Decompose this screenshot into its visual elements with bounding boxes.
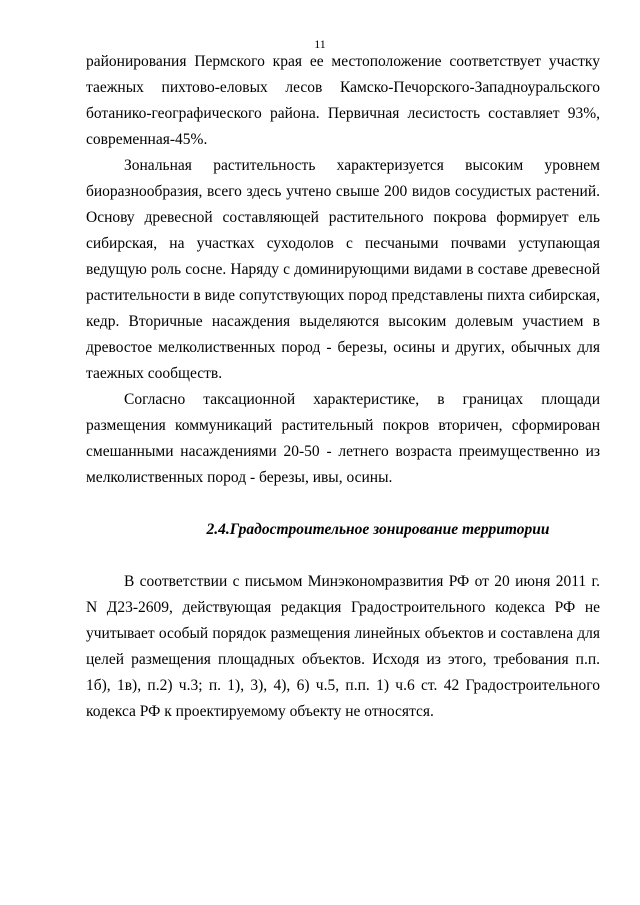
paragraph-vegetation-zone: районирования Пермского края ее местоположение соответствует участку таежных пихтово-еловых лесов Камско-Печорского-Западноуральского ботанико-географического района. Первичная лесистость составляет 93%, современная-45%. bbox=[86, 53, 600, 148]
paragraph-urban-zoning: В соответствии с письмом Минэкономразвития РФ от 20 июня 2011 г. N Д23-2609, действующая редакция Градостроительного кодекса РФ не учитывает особый порядок размещения линейных объектов и составлена для целей размещения площадных объектов. Исходя из этого, требования п.п. 1б), 1в), п.2) ч.3; п. 1), 3), 4), 6) ч.5, п.п. 1) ч.6 ст. 42 Градостроительного кодекса РФ к проектируемому объекту не относятся. bbox=[86, 573, 600, 720]
document-body bbox=[86, 49, 600, 725]
paragraph-zonal-vegetation: Зональная растительность характеризуется высоким уровнем биоразнообразия, всего здесь учтено свыше 200 видов сосудистых растений. Основу древесной составляющей растительного покрова формирует ель сибирская, на участках суходолов с песчаными почвами уступающая ведущую роль сосне. Наряду с доминирующими видами в составе древесной растительности в виде сопутствующих пород представлены пихта сибирская, кедр. Вторичные насаждения выделяются высоким долевым участием в древостое мелколиственных пород - березы, осины и других, обычных для таежных сообществ. bbox=[86, 157, 600, 382]
paragraph-taxation: Согласно таксационной характеристике, в границах площади размещения коммуникаций растительный покров вторичен, сформирован смешанными насаждениями 20-50 - летнего возраста преимущественно из мелколиственных пород - березы, ивы, осины. bbox=[86, 391, 600, 486]
section-heading: 2.4.Градостроительное зонирование территории bbox=[206, 521, 550, 538]
page-number: 11 bbox=[314, 37, 326, 51]
